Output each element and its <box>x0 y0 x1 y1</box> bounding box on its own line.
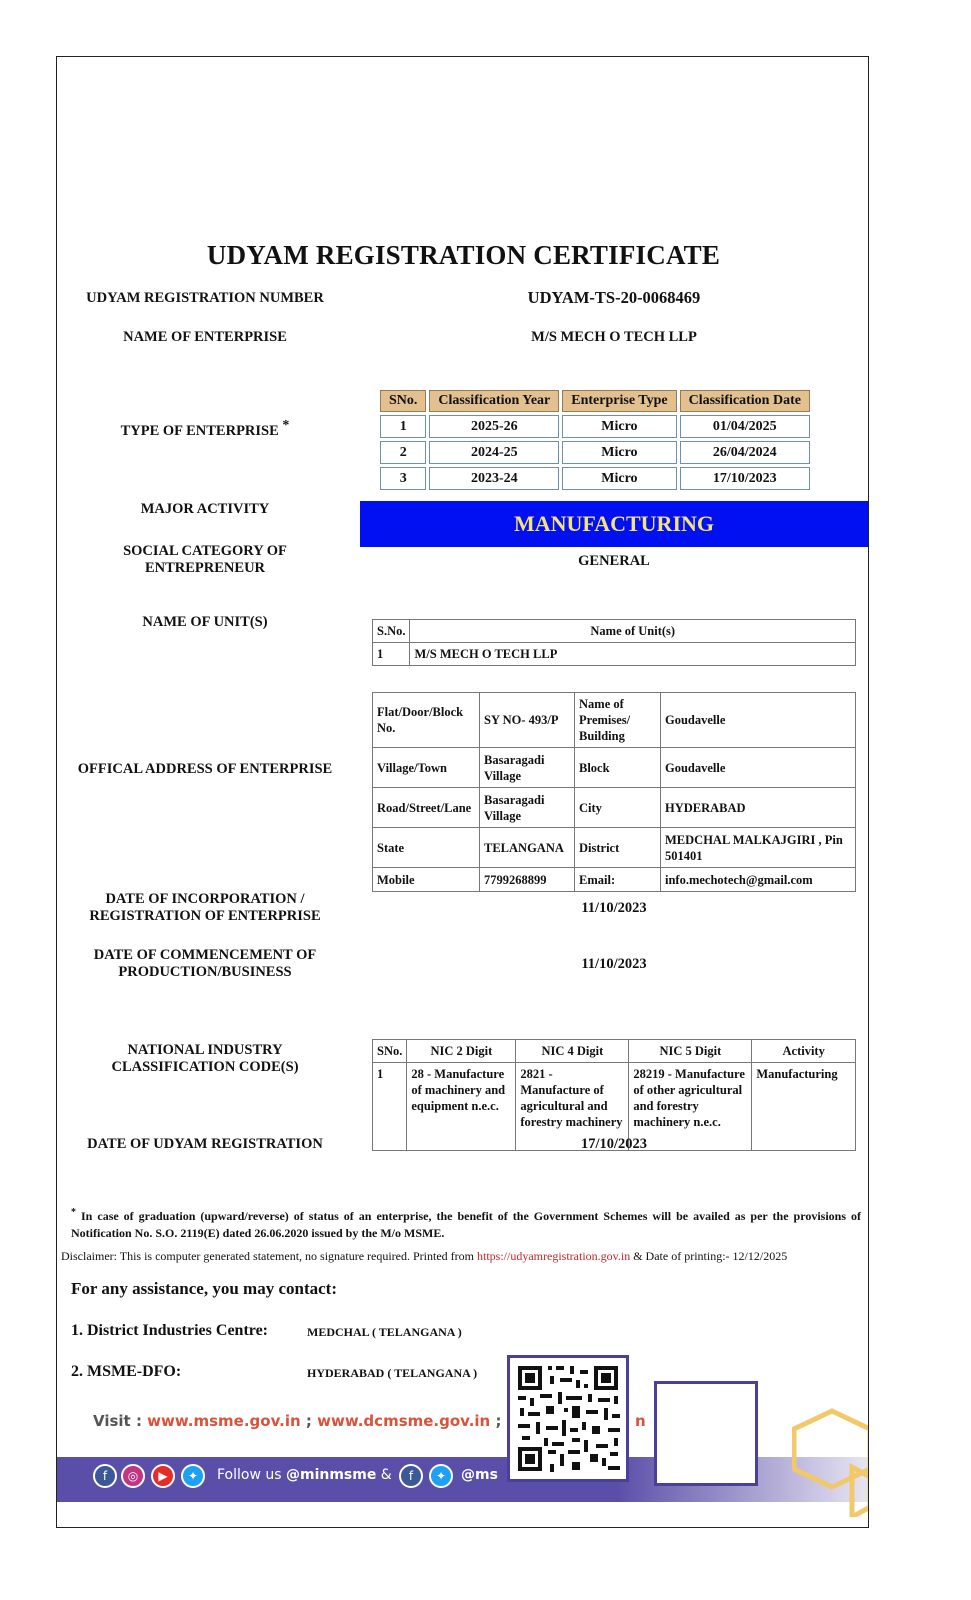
follow-us-text <box>217 1467 392 1483</box>
district-centre-label: 1. District Industries Centre: <box>71 1322 269 1339</box>
cell: 7799268899 <box>480 868 575 892</box>
units-table <box>372 619 856 666</box>
nic-header-sno: SNo. <box>373 1040 407 1063</box>
social-category-value: GENERAL <box>578 553 650 569</box>
nic-header-activity: Activity <box>752 1040 856 1063</box>
cell: 28219 - Manufacture of other agricultural and forestry machinery n.e.c. <box>629 1063 752 1151</box>
units-header-sno: S.No. <box>373 620 410 643</box>
msme-link[interactable]: www.msme.gov.in <box>147 1412 301 1430</box>
cell: Name of Premises/ Building <box>575 693 661 748</box>
cell: 1 <box>380 415 426 438</box>
nic-label <box>57 1042 353 1076</box>
social-category-label <box>57 543 353 577</box>
qr-code-image <box>510 1358 626 1479</box>
disclaimer <box>61 1249 866 1264</box>
cell: SY NO- 493/P <box>480 693 575 748</box>
cell: 28 - Manufacture of machinery and equipment n.e.c. <box>407 1063 516 1151</box>
cell: State <box>373 828 480 868</box>
type-of-enterprise-label <box>57 417 353 440</box>
cell: 3 <box>380 467 426 490</box>
visit-line <box>93 1412 553 1430</box>
cell: Road/Street/Lane <box>373 788 480 828</box>
incorporation-label-line1: DATE OF INCORPORATION / <box>105 891 305 907</box>
table-row <box>373 788 856 828</box>
enterprise-name-label: NAME OF ENTERPRISE <box>123 329 287 345</box>
table-row <box>380 415 810 438</box>
cell: HYDERABAD <box>661 788 856 828</box>
commencement-date-value: 11/10/2023 <box>581 956 647 972</box>
units-header-row <box>373 620 856 643</box>
district-centre-value: MEDCHAL ( TELANGANA ) <box>307 1325 462 1339</box>
commencement-label <box>57 947 353 981</box>
nic-label-line2: CLASSIFICATION CODE(S) <box>111 1059 299 1075</box>
table-row <box>380 441 810 464</box>
footnote-text: In case of graduation (upward/reverse) of status of an enterprise, the benefit of the Government Schemes will be availed as per the provisions of Notification No. S.O. 2119(E) dated 26.06.2020 issued by the M/o MSME. <box>71 1209 862 1240</box>
cell: 1 <box>373 643 410 666</box>
units-header-name: Name of Unit(s) <box>410 620 856 643</box>
decorative-hexagon <box>792 1407 869 1517</box>
registration-number-value: UDYAM-TS-20-0068469 <box>527 288 701 307</box>
nic-header-row <box>373 1040 856 1063</box>
facebook-icon[interactable]: f <box>399 1464 423 1488</box>
col-header-enterprise-type: Enterprise Type <box>562 390 676 412</box>
cell: TELANGANA <box>480 828 575 868</box>
table-row <box>373 828 856 868</box>
cell: Mobile <box>373 868 480 892</box>
table-row <box>373 643 856 666</box>
type-asterisk: * <box>282 418 290 433</box>
col-header-sno: SNo. <box>380 390 426 412</box>
table-row <box>380 467 810 490</box>
dcmsme-link[interactable]: www.dcmsme.gov.in <box>317 1412 491 1430</box>
photo-placeholder <box>654 1381 758 1486</box>
footnote-asterisk: * <box>71 1207 76 1218</box>
cell: M/S MECH O TECH LLP <box>410 643 856 666</box>
cell: 2025-26 <box>429 415 559 438</box>
table-row <box>373 868 856 892</box>
msme-dfo-label: 2. MSME-DFO: <box>71 1363 182 1380</box>
facebook-icon[interactable]: f <box>93 1464 117 1488</box>
nic-header-5digit: NIC 5 Digit <box>629 1040 752 1063</box>
cell: Micro <box>562 467 676 490</box>
type-of-enterprise-text: TYPE OF ENTERPRISE <box>120 422 279 439</box>
cell: Basaragadi Village <box>480 748 575 788</box>
col-header-classification-date: Classification Date <box>680 390 810 412</box>
nic-table <box>372 1039 856 1151</box>
cell: info.mechotech@gmail.com <box>661 868 856 892</box>
handle-msme-text: @ms <box>461 1467 498 1483</box>
assistance-heading: For any assistance, you may contact: <box>71 1279 337 1298</box>
footnote <box>71 1204 861 1242</box>
youtube-icon[interactable]: ▶ <box>151 1464 175 1488</box>
cell: Manufacturing <box>752 1063 856 1151</box>
cell: Micro <box>562 441 676 464</box>
third-link-end: n <box>635 1412 646 1430</box>
handle-minmsme: @minmsme <box>285 1467 377 1483</box>
cell: 2 <box>380 441 426 464</box>
major-activity-label: MAJOR ACTIVITY <box>140 501 270 517</box>
commencement-label-line1: DATE OF COMMENCEMENT OF <box>93 947 317 963</box>
twitter-icon[interactable]: ✦ <box>429 1464 453 1488</box>
certificate-page <box>56 56 869 1528</box>
classification-table <box>377 387 813 493</box>
cell: Block <box>575 748 661 788</box>
address-table <box>372 692 856 892</box>
registration-number-label: UDYAM REGISTRATION NUMBER <box>86 290 324 306</box>
twitter-icon[interactable]: ✦ <box>181 1464 205 1488</box>
cell: 2023-24 <box>429 467 559 490</box>
cell: 17/10/2023 <box>680 467 810 490</box>
udyam-date-label: DATE OF UDYAM REGISTRATION <box>87 1136 323 1152</box>
cell: Village/Town <box>373 748 480 788</box>
classification-header-row <box>380 390 810 412</box>
cell: City <box>575 788 661 828</box>
social-category-label-line2: ENTREPRENEUR <box>144 560 266 576</box>
cell: District <box>575 828 661 868</box>
incorporation-label-line2: REGISTRATION OF ENTERPRISE <box>89 908 321 924</box>
printing-date-text: & Date of printing:- 12/12/2025 <box>630 1249 788 1263</box>
cell: Flat/Door/Block No. <box>373 693 480 748</box>
cell: MEDCHAL MALKAJGIRI , Pin 501401 <box>661 828 856 868</box>
visit-prefix: Visit : <box>93 1412 148 1430</box>
msme-dfo-value: HYDERABAD ( TELANGANA ) <box>307 1366 478 1380</box>
cell: 26/04/2024 <box>680 441 810 464</box>
incorporation-label <box>57 891 353 925</box>
udyam-portal-link[interactable]: https://udyamregistration.gov.in <box>477 1249 631 1263</box>
enterprise-name-value: M/S MECH O TECH LLP <box>531 329 697 345</box>
qr-code <box>507 1355 629 1482</box>
cell: 2024-25 <box>429 441 559 464</box>
nic-header-4digit: NIC 4 Digit <box>516 1040 629 1063</box>
cell: Goudavelle <box>661 693 856 748</box>
incorporation-date-value: 11/10/2023 <box>581 900 647 916</box>
cell: Basaragadi Village <box>480 788 575 828</box>
table-row <box>373 748 856 788</box>
ampersand: & <box>380 1467 392 1483</box>
certificate-title: UDYAM REGISTRATION CERTIFICATE <box>206 240 721 270</box>
nic-header-2digit: NIC 2 Digit <box>407 1040 516 1063</box>
udyam-date-value: 17/10/2023 <box>580 1136 648 1152</box>
table-row <box>373 693 856 748</box>
instagram-icon[interactable]: ◎ <box>121 1464 145 1488</box>
cell: Email: <box>575 868 661 892</box>
handle-msme-partial <box>461 1467 498 1483</box>
commencement-label-line2: PRODUCTION/BUSINESS <box>118 964 292 980</box>
follow-label: Follow us <box>217 1467 282 1483</box>
cell: 01/04/2025 <box>680 415 810 438</box>
disclaimer-text: Disclaimer: This is computer generated statement, no signature required. Printed from <box>61 1249 477 1263</box>
cell: 1 <box>373 1063 407 1151</box>
nic-label-line1: NATIONAL INDUSTRY <box>127 1042 283 1058</box>
visit-separator: ; <box>300 1412 318 1430</box>
units-label: NAME OF UNIT(S) <box>142 614 268 630</box>
cell: 2821 - Manufacture of agricultural and forestry machinery <box>516 1063 629 1151</box>
cell: Goudavelle <box>661 748 856 788</box>
cell: Micro <box>562 415 676 438</box>
major-activity-banner: MANUFACTURING <box>360 501 868 547</box>
visit-separator-2: ; <box>490 1412 507 1430</box>
social-category-label-line1: SOCIAL CATEGORY OF <box>123 543 287 559</box>
address-label: OFFICAL ADDRESS OF ENTERPRISE <box>77 761 333 777</box>
col-header-classification-year: Classification Year <box>429 390 559 412</box>
